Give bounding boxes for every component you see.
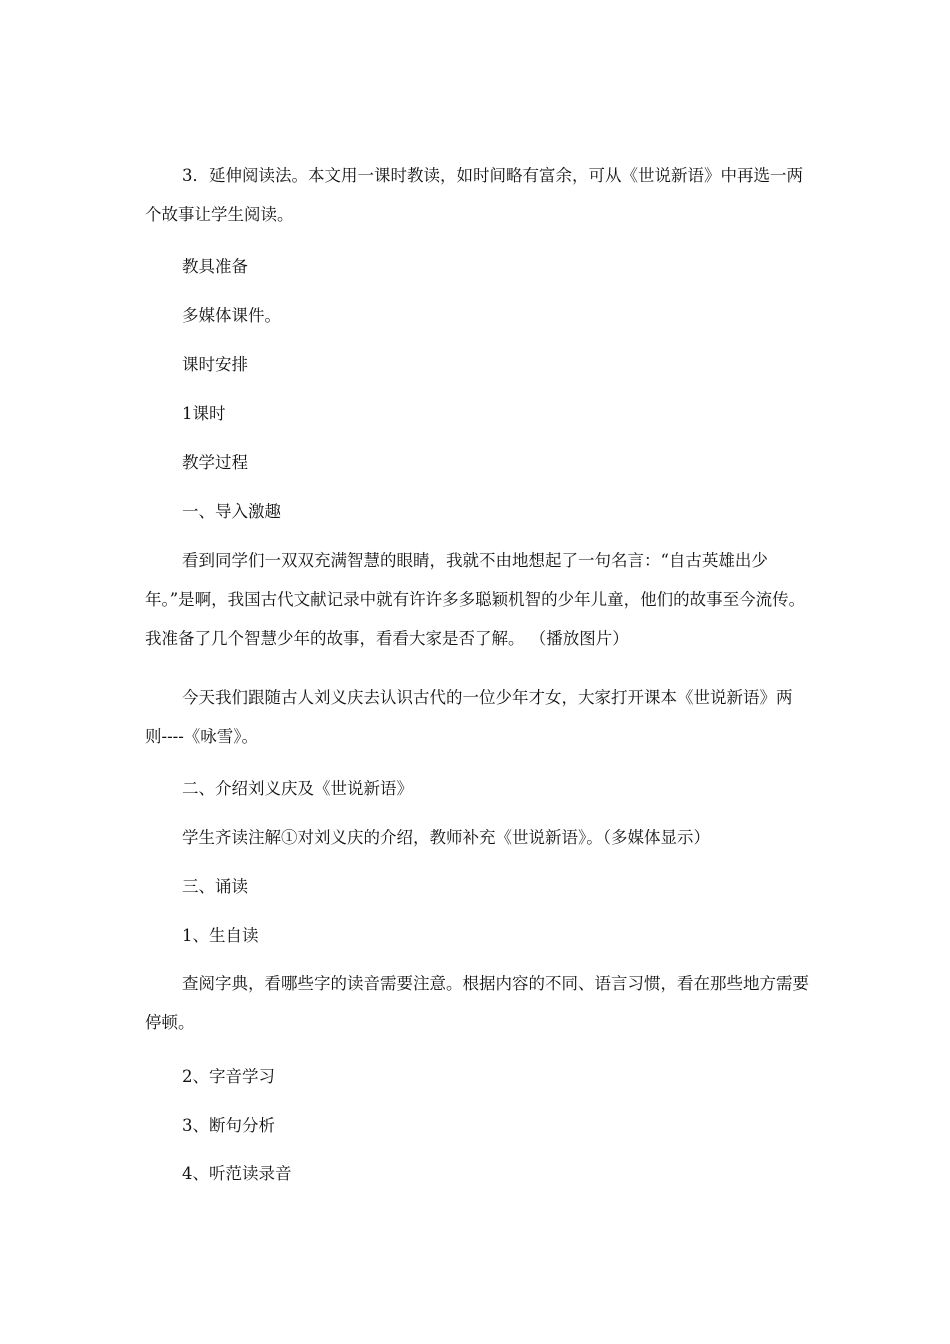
text-class-schedule: 1课时 bbox=[182, 404, 226, 423]
section-3-item-1: 1、生自读 bbox=[182, 926, 259, 945]
section-2-paragraph: 学生齐读注解①对刘义庆的介绍，教师补充《世说新语》。（多媒体显示） bbox=[182, 828, 710, 847]
section-1-title: 一、导入激趣 bbox=[182, 502, 281, 521]
heading-teaching-tools: 教具准备 bbox=[182, 257, 248, 276]
section-3-item-2: 2、字音学习 bbox=[182, 1067, 275, 1086]
text-teaching-tools: 多媒体课件。 bbox=[182, 306, 281, 325]
section-1-paragraph-1: 看到同学们一双双充满智慧的眼睛，我就不由地想起了一句名言：“自古英雄出少年。”是啊，我国古代文献记录中就有许许多多聪颖机智的少年儿童，他们的故事至今流传。我准备了几个智慧少年的故事，看看大家是否了解。 （播放图片） bbox=[145, 551, 806, 648]
section-3-item-3: 3、断句分析 bbox=[182, 1116, 275, 1135]
section-3-title: 三、诵读 bbox=[182, 877, 248, 896]
section-1-paragraph-2: 今天我们跟随古人刘义庆去认识古代的一位少年才女，大家打开课本《世说新语》两则----《咏雪》。 bbox=[145, 688, 793, 746]
heading-teaching-process: 教学过程 bbox=[182, 453, 248, 472]
heading-class-schedule: 课时安排 bbox=[182, 355, 248, 374]
section-3-item-4: 4、听范读录音 bbox=[182, 1164, 292, 1183]
paragraph-extended-reading: 3．延伸阅读法。本文用一课时教读，如时间略有富余，可从《世说新语》中再选一两个故事让学生阅读。 bbox=[145, 166, 803, 224]
section-2-title: 二、介绍刘义庆及《世说新语》 bbox=[182, 779, 413, 798]
section-3-item-1-text: 查阅字典，看哪些字的读音需要注意。根据内容的不同、语言习惯，看在那些地方需要停顿。 bbox=[145, 974, 809, 1032]
